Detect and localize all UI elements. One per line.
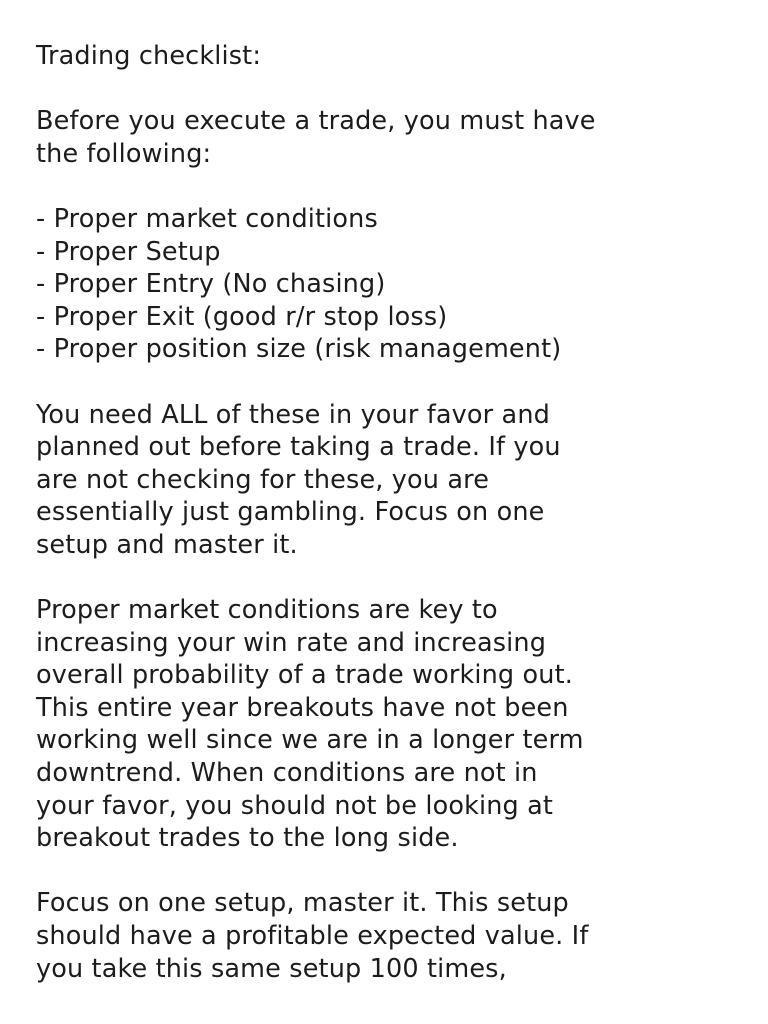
paragraph-line: increasing your win rate and increasing: [36, 627, 547, 658]
note-title: Trading checklist:: [36, 41, 262, 71]
paragraph-line: overall probability of a trade working out.: [36, 660, 573, 691]
paragraph-line: planned out before taking a trade. If you: [36, 432, 561, 463]
note-body: [36, 40, 756, 985]
paragraph-line: Proper market conditions are key to: [36, 595, 498, 626]
paragraph-line: Focus on one setup, master it. This setup: [36, 888, 569, 919]
paragraph-line: should have a profitable expected value. If: [36, 921, 589, 952]
paragraph-line: you take this same setup 100 times,: [36, 953, 507, 984]
checklist-item-market-conditions: - Proper market conditions: [36, 203, 378, 234]
spacer: [36, 562, 756, 595]
paragraph-line: setup and master it.: [36, 529, 298, 560]
paragraph-line: your favor, you should not be looking at: [36, 790, 554, 821]
spacer: [36, 366, 756, 399]
paragraph-line: You need ALL of these in your favor and: [36, 399, 550, 430]
paragraph-line: breakout trades to the long side.: [36, 823, 459, 854]
checklist-item-position-size: - Proper position size (risk management): [36, 334, 562, 365]
intro-line: Before you execute a trade, you must have: [36, 106, 596, 137]
checklist-item-exit: - Proper Exit (good r/r stop loss): [36, 301, 448, 332]
checklist-item-entry: - Proper Entry (No chasing): [36, 269, 386, 300]
paragraph-line: are not checking for these, you are: [36, 464, 490, 495]
spacer: [36, 855, 756, 888]
paragraph-line: downtrend. When conditions are not in: [36, 758, 538, 789]
paragraph-line: essentially just gambling. Focus on one: [36, 497, 545, 528]
checklist-item-setup: - Proper Setup: [36, 236, 221, 267]
spacer: [36, 73, 756, 106]
paragraph-line: This entire year breakouts have not been: [36, 692, 569, 723]
spacer: [36, 170, 756, 203]
paragraph-line: working well since we are in a longer term: [36, 725, 584, 756]
intro-line: the following:: [36, 138, 212, 169]
